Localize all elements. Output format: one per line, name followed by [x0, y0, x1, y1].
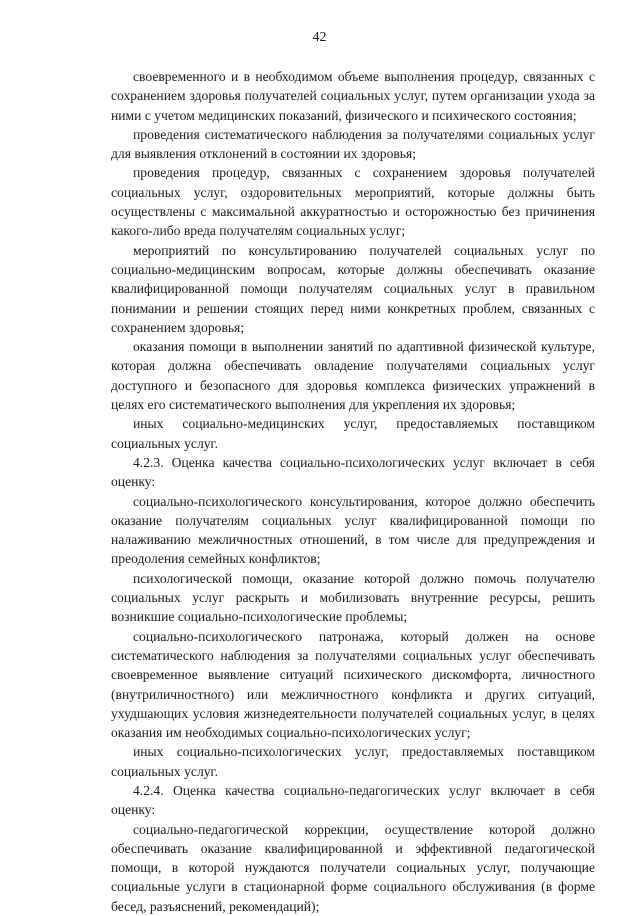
section-heading-4-2-4: 4.2.4. Оценка качества социально-педагогических услуг включает в себя оценку:	[111, 782, 595, 818]
paragraph-pedagogical-correction: социально-педагогической коррекции, осуществление которой должно обеспечивать оказание квалифицированной и эффективной педагогической помощи, в которой нуждаются получатели социальных услуг, получающие социальные услуги в стационарной форме социального обслуживания (в форме бесед, разъяснений, рекомендаций);	[111, 821, 595, 914]
paragraph-other-medical-services: иных социально-медицинских услуг, предоставляемых поставщиком социальных услуг.	[111, 416, 595, 451]
paragraph-monitoring: проведения систематического наблюдения за получателями социальных услуг для выявления отклонений в состоянии их здоровья;	[111, 126, 595, 162]
paragraph-medical-consulting: мероприятий по консультированию получателей социальных услуг по социально-медицинским вопросам, которые должны обеспечивать оказание квалифицированной помощи получателям социальных услуг в правильном понимании и решении стоящих перед ними конкретных проблем, связанных с сохранением здоровья;	[111, 242, 595, 335]
paragraph-adaptive-physical-culture: оказания помощи в выполнении занятий по адаптивной физической культуре, которая должна обеспечивать овладение получателями социальных услуг доступного и безопасного для здоровья комплекса физических упражнений в целях его систематического выполнения для укрепления их здоровья;	[111, 339, 595, 413]
page-number: 42	[312, 30, 327, 45]
paragraph-psych-help: психологической помощи, оказание которой должно помочь получателю социальных услуг раскрыть и мобилизовать внутренние ресурсы, решить возникшие социально-психологические проблемы;	[111, 570, 595, 625]
paragraph-psych-patronage: социально-психологического патронажа, который должен на основе систематического наблюдения за получателями социальных услуг обеспечивать своевременное выявление ситуаций психического дискомфорта, личностного (внутриличностного) или межличностного конфликта и других ситуаций, ухудшающих условия жизнедеятельности получателей социальных услуг, в целях оказания им необходимых социально-психологических услуг;	[111, 628, 595, 741]
paragraph-care-procedures: своевременного и в необходимом объеме выполнения процедур, связанных с сохранением здоровья получателей социальных услуг, путем организации ухода за ними с учетом медицинских показаний, физического и психического состояния;	[111, 69, 595, 123]
paragraph-psych-consulting: социально-психологического консультирования, которое должно обеспечить оказание получателям социальных услуг квалифицированной помощи по налаживанию межличностных отношений, в том числе для предупреждения и преодоления семейных конфликтов;	[111, 493, 595, 567]
paragraph-health-procedures: проведения процедур, связанных с сохранением здоровья получателей социальных услуг, оздоровительных мероприятий, которые должны быть осуществлены с максимальной аккуратностью и осторожностью без причинения какого-либо вреда получателям социальных услуг;	[111, 165, 595, 239]
paragraph-other-psych-services: иных социально-психологических услуг, предоставляемых поставщиком социальных услуг.	[111, 744, 595, 779]
document-body	[111, 67, 595, 916]
section-heading-4-2-3: 4.2.3. Оценка качества социально-психологических услуг включает в себя оценку:	[111, 454, 595, 490]
